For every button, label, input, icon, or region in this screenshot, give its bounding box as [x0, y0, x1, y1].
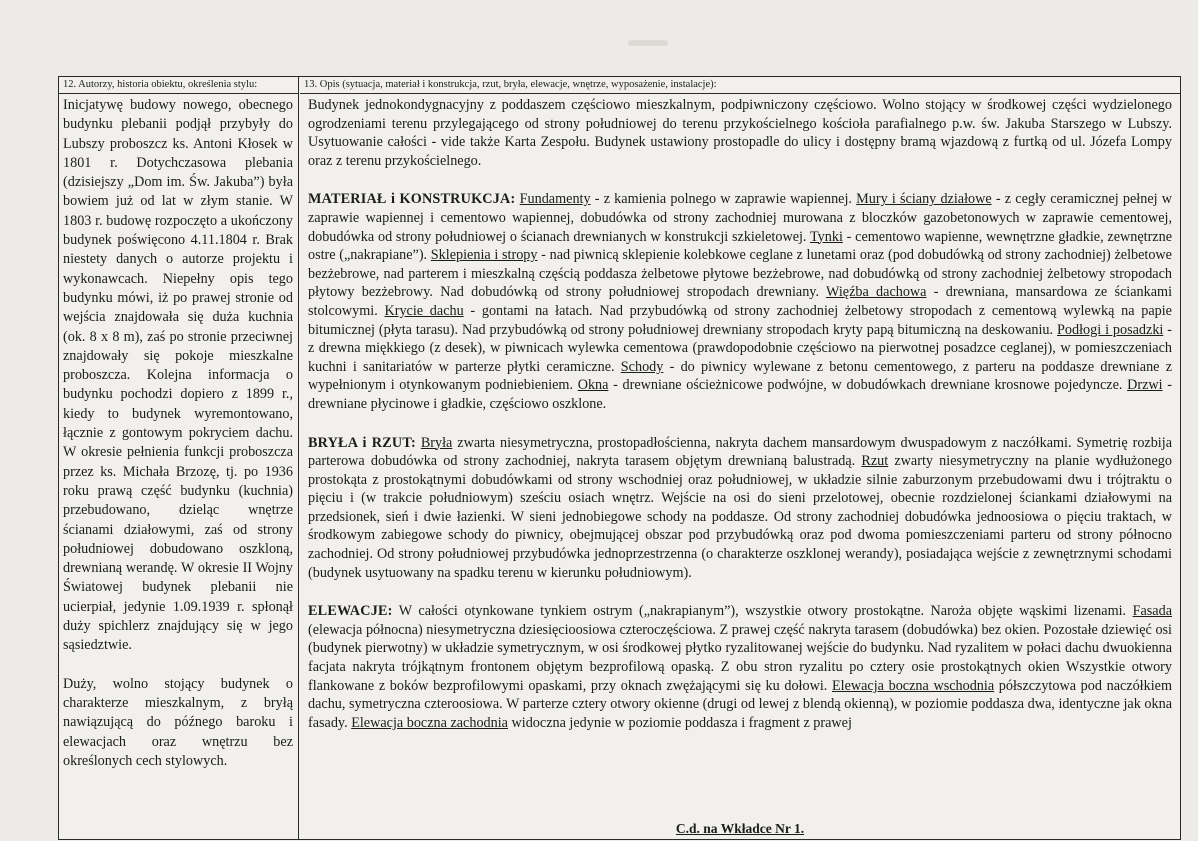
text-run: zwarta niesymetryczna, prostopadłościenna, nakryta dachem mansardowym dwuspadowym z naczółkami. Symetrię rozbija parterowa dobudówka od strony zachodniej, nakryta tarasem objętym drewnianą balustradą.	[308, 434, 1172, 470]
bryla-section	[308, 434, 1172, 583]
text-run: - cementowo wapienne, wewnętrzne gładkie, zewnętrzne ostre („nakrapiane”).	[308, 228, 1172, 264]
description-column	[300, 77, 1180, 839]
text-run: W całości otynkowane tynkiem ostrym („nakrapianym”), wszystkie otwory prostokątne. Naroża objęte wąskimi lizenami.	[392, 603, 1133, 620]
elewacje-label: ELEWACJE:	[308, 603, 393, 620]
intro-paragraph: Budynek jednokondygnacyjny z poddaszem częściowo mieszkalnym, podpiwniczony częściowo. Wolno stojący w środkowej części wydzielonego ogrodzeniami terenu przylegającego od strony południowej do terenu przykościelnego kościoła parafialnego p.w. św. Jakuba Starszego w Lubszy. Usytuowanie całości - vide także Karta Zespołu. Budynek ustawiony prostopadle do ulicy i dostępny bramą wjazdową z furtką od ul. Józefa Lompy oraz z terenu przykościelnego.	[308, 97, 1172, 169]
history-paragraph: Inicjatywę budowy nowego, obecnego budynku plebanii podjął przybyły do Lubszy proboszcz ks. Antoni Kłosek w 1801 r. Dotychczasowa plebania (dzisiejszy „Dom im. Św. Jakuba”) była bowiem już od lat w złym stanie. W 1803 r. budowę rozpoczęto a ukończony budynek poświęcono 4.11.1804 r. Brak niestety danych o autorze projektu i wykonawcach. Niepełny opis tego budynku mówi, iż po prawej stronie od wejścia znajdowała się duża kuchnia (ok. 8 x 8 m), zaś po stronie przeciwnej znajdowały się pokoje mieszkalne proboszcza. Kolejna informacja o budynku pochodzi dopiero z 1899 r., kiedy to budynek wyremontowano, łącznie z gontowym pokryciem dachu. W okresie pełnienia funkcji proboszcza przez ks. Michała Brzozę, tj. po 1936 roku prawą część budynku (kuchnia) przebudowano, dzieląc wnętrze ścianami działowymi, zaś od strony południowej dobudowano oszkloną, drewnianą werandę. W okresie II Wojny Światowej budynek plebanii nie ucierpiał, jedynie 1.09.1939 r. spłonął duży spichlerz znajdujący się w jego sąsiedztwie.	[63, 97, 293, 654]
text-run: - gontami na łatach. Nad przybudówką od strony zachodniej żelbetowy stropodach z cementową wylewką na papie bitumicznej (płyta tarasu). Nad przybudówką od strony południowej drewniany stropodach kryty papą bitumiczną na deskowaniu.	[308, 302, 1172, 338]
underlined-term: Tynki	[810, 228, 843, 245]
underlined-term: Mury i ściany działowe	[856, 191, 992, 208]
underlined-term: Okna	[577, 377, 609, 394]
underlined-term: Bryła	[420, 434, 453, 451]
underlined-term: Elewacja boczna zachodnia	[351, 714, 508, 731]
history-column	[59, 77, 299, 839]
text-run: widoczna jedynie w poziomie poddasza i fragment z prawej	[507, 714, 852, 731]
text-run: - do piwnicy wylewane z betonu cementowego, z parteru na poddasze drewniane z wypełnionym i otynkowanym podniebieniem.	[308, 358, 1173, 394]
text-run: zwarty niesymetryczny na planie wydłużonego prostokąta z prostokątnymi dobudówkami od strony wschodniej oraz południowej, w układzie silnie zaburzonym przebudowami dwu i trójtraktu o pięciu i (w trakcie południowym) sześciu osiach wnętrz. Wejście na osi do sieni przelotowej, obecnie rozdzielonej ściankami działowymi na przedsionek, sień i dwie łazienki. W sieni jednobiegowe schody na poddasze. Od strony zachodniej dobudówka jednoosiowa o pięciu traktach, w środkowym zabiegowe schody do piwnicy, obejmującej obszar pod przybudówką oraz pod dwoma pomieszczeniami parteru od strony północno zachodniej. Od strony południowej przybudówka jednoprzestrzenna (o charakterze oszklonej werandy), posiadająca wejście z zewnętrznymi schodami (budynek usytuowany na spadku terenu w kierunku południowym).	[308, 453, 1172, 581]
text-run: półszczytowa pod naczółkiem dachu, symetryczna czteroosiowa. W parterze cztery otwory okienne (drugi od lewej z blendą okienną), w poziomie poddasza dwa, identyczne jak okna fasady.	[308, 677, 1172, 731]
bryla-label: BRYŁA i RZUT:	[308, 434, 416, 451]
text-run: - z drewna miękkiego (z desek), w piwnicach wylewka cementowa (prawdopodobnie częściowo na pierwotnej posadzce ceglanej), w pomieszczeniach kuchni i sanitariatów w parterze płytki ceramiczne.	[308, 321, 1172, 375]
underlined-term: Drzwi	[1127, 377, 1163, 394]
description-text	[300, 94, 1180, 732]
underlined-term: Fundamenty	[519, 191, 591, 208]
underlined-term: Rzut	[861, 453, 889, 470]
style-paragraph: Duży, wolno stojący budynek o charakterze mieszkalnym, z bryłą nawiązującą do późnego baroku i elewacjach oraz wnętrzu bez określonych cech stylowych.	[63, 675, 293, 769]
underlined-term: Krycie dachu	[384, 302, 464, 319]
text-run: - nad piwnicą sklepienie kolebkowe ceglane z lunetami oraz (pod dobudówką od strony zachodniej) żelbetowe bezżebrowe, nad parterem i mieszkalną częścią poddasza żelbetowe płytowe bezżebrowe, nad dobudówką od strony zachodniej żelbetowy stropodach płytowy bezżebrowy. Nad dobudówką od strony południowej stropodach drewniany.	[308, 247, 1172, 301]
text-run: - drewniana, mansardowa ze ściankami stolcowymi.	[308, 284, 1173, 319]
section-body	[308, 603, 1172, 731]
text-run: - z kamienia polnego w zaprawie wapiennej.	[590, 191, 857, 208]
underlined-term: Podłogi i posadzki	[1057, 321, 1164, 338]
section-body	[308, 191, 1172, 412]
material-section	[308, 190, 1172, 413]
underlined-term: Fasada	[1132, 603, 1172, 620]
history-header: 12. Autorzy, historia obiektu, określenia stylu:	[59, 77, 298, 94]
description-header: 13. Opis (sytuacja, materiał i konstrukcja, rzut, bryła, elewacje, wnętrze, wyposażenie, instalacje):	[300, 77, 1180, 94]
elewacje-section	[308, 602, 1172, 732]
continuation-note: C.d. na Wkładce Nr 1.	[675, 821, 805, 836]
section-body	[308, 435, 1172, 581]
material-label: MATERIAŁ i KONSTRUKCJA:	[308, 191, 516, 208]
text-run: - z cegły ceramicznej pełnej w zaprawie wapiennej i cementowo wapiennej, dobudówka od strony zachodniej murowana z bloczków gazobetonowych w zaprawie cementowej, dobudówka od strony południowej o ścianach drewnianych w konstrukcji szkieletowej.	[308, 191, 1173, 245]
underlined-term: Elewacja boczna wschodnia	[831, 677, 995, 694]
record-card	[58, 76, 1181, 840]
underlined-term: Sklepienia i stropy	[430, 247, 538, 264]
history-text	[59, 94, 298, 771]
scan-mark	[628, 40, 668, 46]
text-run: - drewniane ościeżnicowe podwójne, w dobudówkach drewniane krosnowe pojedyncze.	[608, 377, 1128, 394]
text-run: - drewniane płycinowe i gładkie, częściowo oszklone.	[308, 377, 1172, 412]
underlined-term: Więźba dachowa	[826, 284, 927, 301]
text-run: (elewacja północna) niesymetryczna dziesięcioosiowa czteroczęściowa. Z prawej część nakryta tarasem (dobudówka) bez okien. Pozostałe dziewięć osi (budynek pierwotny) w układzie symetrycznym, w osi środkowej płytko ryzalitowanej wejście do budynku. Nad ryzalitem w połaci dachu dwuokienna facjata nakryta trójkątnym frontonem objętym bezprofilową opaską. Z obu stron ryzalitu po cztery osie prostokątnych okien Wszystkie otwory flankowane z boków bezprofilowymi opaskami, przy oknach zwężającymi się ku dołowi.	[308, 621, 1172, 694]
underlined-term: Schody	[620, 358, 664, 375]
